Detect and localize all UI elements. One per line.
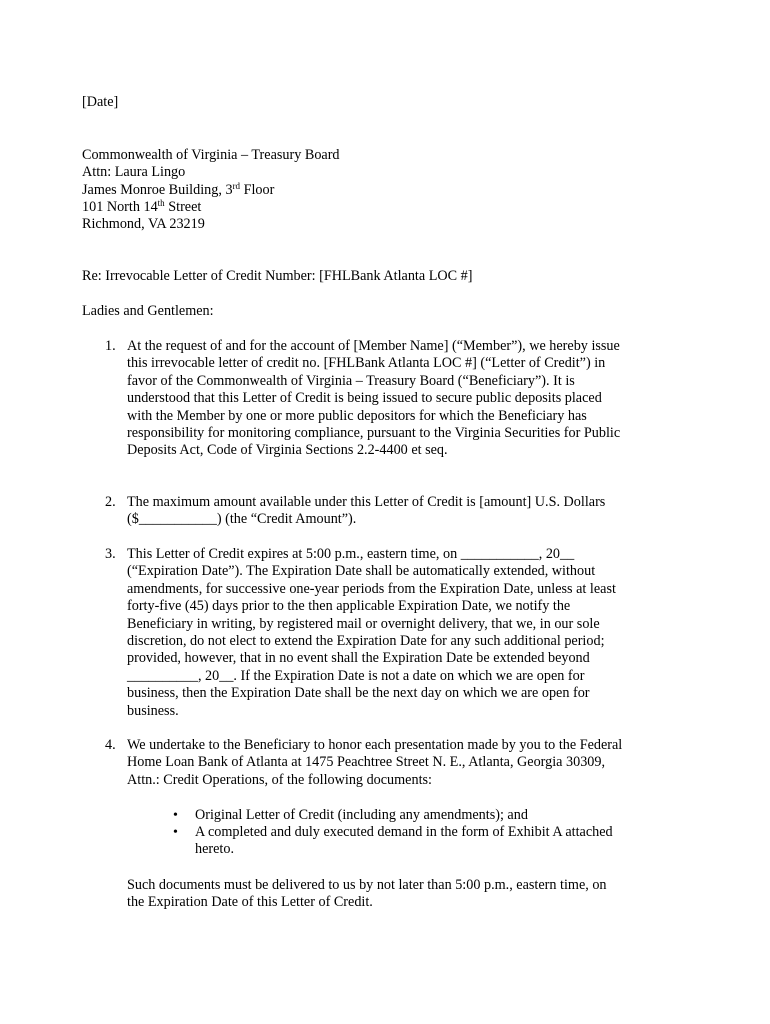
address-line-1: Commonwealth of Virginia – Treasury Board [82,147,340,163]
paragraph-number-3: 3. [105,546,116,562]
bullet-item-2: A completed and duly executed demand in the form of Exhibit A attached hereto. [195,824,613,858]
bullet-icon: • [173,808,178,823]
bullet-icon: • [173,825,178,840]
address-line-3 [82,182,274,199]
paragraph-number-1: 1. [105,338,116,354]
address-line-3-main: James Monroe Building, 3 [82,182,233,198]
re-line: Re: Irrevocable Letter of Credit Number: [FHLBank Atlanta LOC #] [82,268,473,284]
address-line-2: Attn: Laura Lingo [82,164,186,180]
address-line-3-end: Floor [240,182,275,198]
paragraph-2: The maximum amount available under this Letter of Credit is [amount] U.S. Dollars ($___________) (the “Credit Amount”). [127,494,606,528]
salutation: Ladies and Gentlemen: [82,303,214,319]
paragraph-4: We undertake to the Beneficiary to honor each presentation made by you to the Federal Home Loan Bank of Atlanta at 1475 Peachtree Street N. E., Atlanta, Georgia 30309, Attn.: Credit Operations, of the following documents: [127,737,623,788]
address-line-4 [82,199,201,216]
address-line-4-end: Street [164,199,202,215]
address-line-3-ordinal: rd [232,181,241,191]
paragraph-3: This Letter of Credit expires at 5:00 p.m., eastern time, on ___________, 20__ (“Expiration Date”). The Expiration Date shall be automatically extended, without amendments, for successive one-year periods from the Expiration Date, unless at least forty-five (45) days prior to the then applicable Expiration Date, we notify the Beneficiary in writing, by registered mail or overnight delivery, that we, in our sole discretion, do not elect to extend the Expiration Date for any such additional period; provided, however, that in no event shall the Expiration Date be extended beyond __________, 20__. If the Expiration Date is not a date on which we are open for business, then the Expiration Date shall be the next day on which we are open for business. [127,546,616,719]
paragraph-number-4: 4. [105,737,116,753]
date-placeholder: [Date] [82,94,119,110]
paragraph-1: At the request of and for the account of [Member Name] (“Member”), we hereby issue this irrevocable letter of credit no. [FHLBank Atlanta LOC #] (“Letter of Credit”) in favor of the Commonwealth of Virginia – Treasury Board (“Beneficiary”). It is understood that this Letter of Credit is being issued to secure public deposits placed with the Member by one or more public depositors for which the Beneficiary has responsibility for monitoring compliance, pursuant to the Virginia Securities for Public Deposits Act, Code of Virginia Sections 2.2-4400 et seq. [127,338,621,459]
bullet-item-1: Original Letter of Credit (including any amendments); and [195,807,528,823]
address-line-5: Richmond, VA 23219 [82,216,205,232]
closing-paragraph: Such documents must be delivered to us by not later than 5:00 p.m., eastern time, on the Expiration Date of this Letter of Credit. [127,877,607,911]
paragraph-number-2: 2. [105,494,116,510]
address-line-4-ordinal: th [157,198,165,208]
address-line-4-main: 101 North 14 [82,199,158,215]
